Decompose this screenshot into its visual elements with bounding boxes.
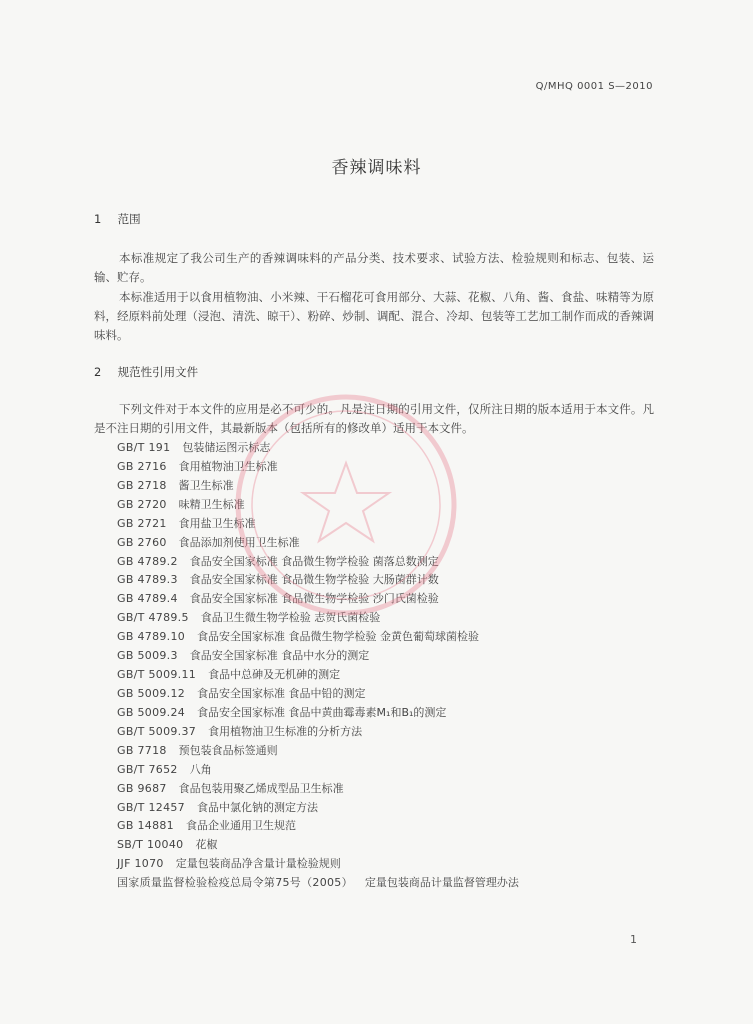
reference-code: JJF 1070 [117,857,164,871]
reference-code: GB/T 191 [117,441,171,454]
reference-item [117,458,519,477]
standard-code: Q/MHQ 0001 S—2010 [535,81,653,92]
reference-item [117,742,519,761]
reference-item [117,704,519,723]
reference-code: GB/T 7652 [117,762,178,776]
reference-code: GB 14881 [117,819,174,833]
reference-code: GB/T 12457 [117,800,185,814]
reference-title: 食品安全国家标准 食品中铅的测定 [197,686,366,700]
reference-title: 食品安全国家标准 食品中水分的测定 [189,649,370,663]
reference-title: 食用植物油卫生标准 [178,459,278,473]
reference-item [117,515,519,534]
reference-title: 味精卫生标准 [178,497,245,511]
reference-item [117,874,519,893]
reference-code: GB 2718 [117,478,167,492]
reference-code: GB/T 5009.37 [117,724,197,738]
section-heading-normative [94,364,198,380]
reference-code: GB 4789.2 [117,554,178,568]
reference-title: 食品包装用聚乙烯成型品卫生标准 [178,781,344,795]
reference-title: 包装储运图示标志 [182,441,271,454]
page-number: 1 [630,933,637,946]
reference-code: GB 5009.12 [117,686,186,700]
reference-title: 食品安全国家标准 食品中黄曲霉毒素M₁和B₁的测定 [197,705,447,719]
reference-code: GB 5009.24 [117,705,186,719]
reference-code: GB 9687 [117,781,167,795]
reference-title: 花椒 [195,838,218,852]
section-title: 规范性引用文件 [117,365,199,379]
reference-item [117,855,519,874]
reference-item [117,553,519,572]
reference-title: 预包装食品标签通则 [178,743,278,757]
reference-title: 食品企业通用卫生规范 [185,819,296,833]
reference-code: GB 5009.3 [117,649,178,663]
reference-title: 食品卫生微生物学检验 志贺氏菌检验 [200,611,381,625]
reference-title: 食品添加剂使用卫生标准 [178,535,300,549]
scope-paragraph-1: 本标准规定了我公司生产的香辣调味料的产品分类、技术要求、试验方法、检验规则和标志、包装、运输、贮存。 [94,251,654,284]
scope-paragraph-2: 本标准适用于以食用植物油、小米辣、干石榴花可食用部分、大蒜、花椒、八角、酱、食盐、味精等为原料，经原料前处理（浸泡、清洗、晾干）、粉碎、炒制、调配、混合、冷却、包装等工艺加工制作而成的香辣调味料。 [94,290,654,342]
reference-item [117,534,519,553]
reference-title: 八角 [189,762,212,776]
reference-item [117,836,519,855]
reference-code: GB 2720 [117,497,167,511]
reference-code: GB 2716 [117,459,167,473]
reference-item [117,685,519,704]
reference-title: 食品安全国家标准 食品微生物学检验 大肠菌群计数 [189,573,439,587]
reference-item [117,761,519,780]
reference-item [117,780,519,799]
reference-title: 食用植物油卫生标准的分析方法 [208,724,363,738]
section-title: 范围 [117,212,141,226]
reference-item [117,571,519,590]
reference-item [117,439,519,458]
reference-item [117,817,519,836]
reference-title: 食品安全国家标准 食品微生物学检验 金黄色葡萄球菌检验 [197,630,480,644]
reference-list [117,439,519,893]
reference-item [117,799,519,818]
section-number: 1 [94,212,102,226]
reference-item [117,666,519,685]
reference-title: 定量包装商品净含量计量检验规则 [175,857,341,871]
reference-code: GB 7718 [117,743,167,757]
reference-item [117,723,519,742]
reference-item [117,647,519,666]
reference-code: GB/T 4789.5 [117,611,189,625]
reference-title: 酱卫生标准 [178,478,234,492]
section-number: 2 [94,365,102,379]
normative-intro: 下列文件对于本文件的应用是必不可少的。凡是注日期的引用文件，仅所注日期的版本适用于本文件。凡是不注日期的引用文件，其最新版本（包括所有的修改单）适用于本文件。 [94,402,654,435]
reference-code: GB 4789.3 [117,573,178,587]
reference-item [117,609,519,628]
reference-code: GB 4789.4 [117,592,178,606]
reference-title: 食品安全国家标准 食品微生物学检验 沙门氏菌检验 [189,592,439,606]
reference-item [117,590,519,609]
reference-title: 定量包装商品计量监督管理办法 [364,876,519,890]
reference-item [117,628,519,647]
reference-code: GB/T 5009.11 [117,668,197,682]
reference-title: 食用盐卫生标准 [178,516,256,530]
reference-title: 食品安全国家标准 食品微生物学检验 菌落总数测定 [189,554,439,568]
reference-item [117,496,519,515]
reference-item [117,477,519,496]
reference-code: SB/T 10040 [117,838,184,852]
reference-code: 国家质量监督检验检疫总局令第75号（2005） [117,876,353,890]
document-title: 香辣调味料 [331,158,422,178]
reference-title: 食品中总砷及无机砷的测定 [208,668,341,682]
reference-code: GB 2760 [117,535,167,549]
reference-code: GB 4789.10 [117,630,186,644]
reference-title: 食品中氯化钠的测定方法 [197,800,318,814]
reference-code: GB 2721 [117,516,167,530]
section-heading-scope [94,211,141,227]
